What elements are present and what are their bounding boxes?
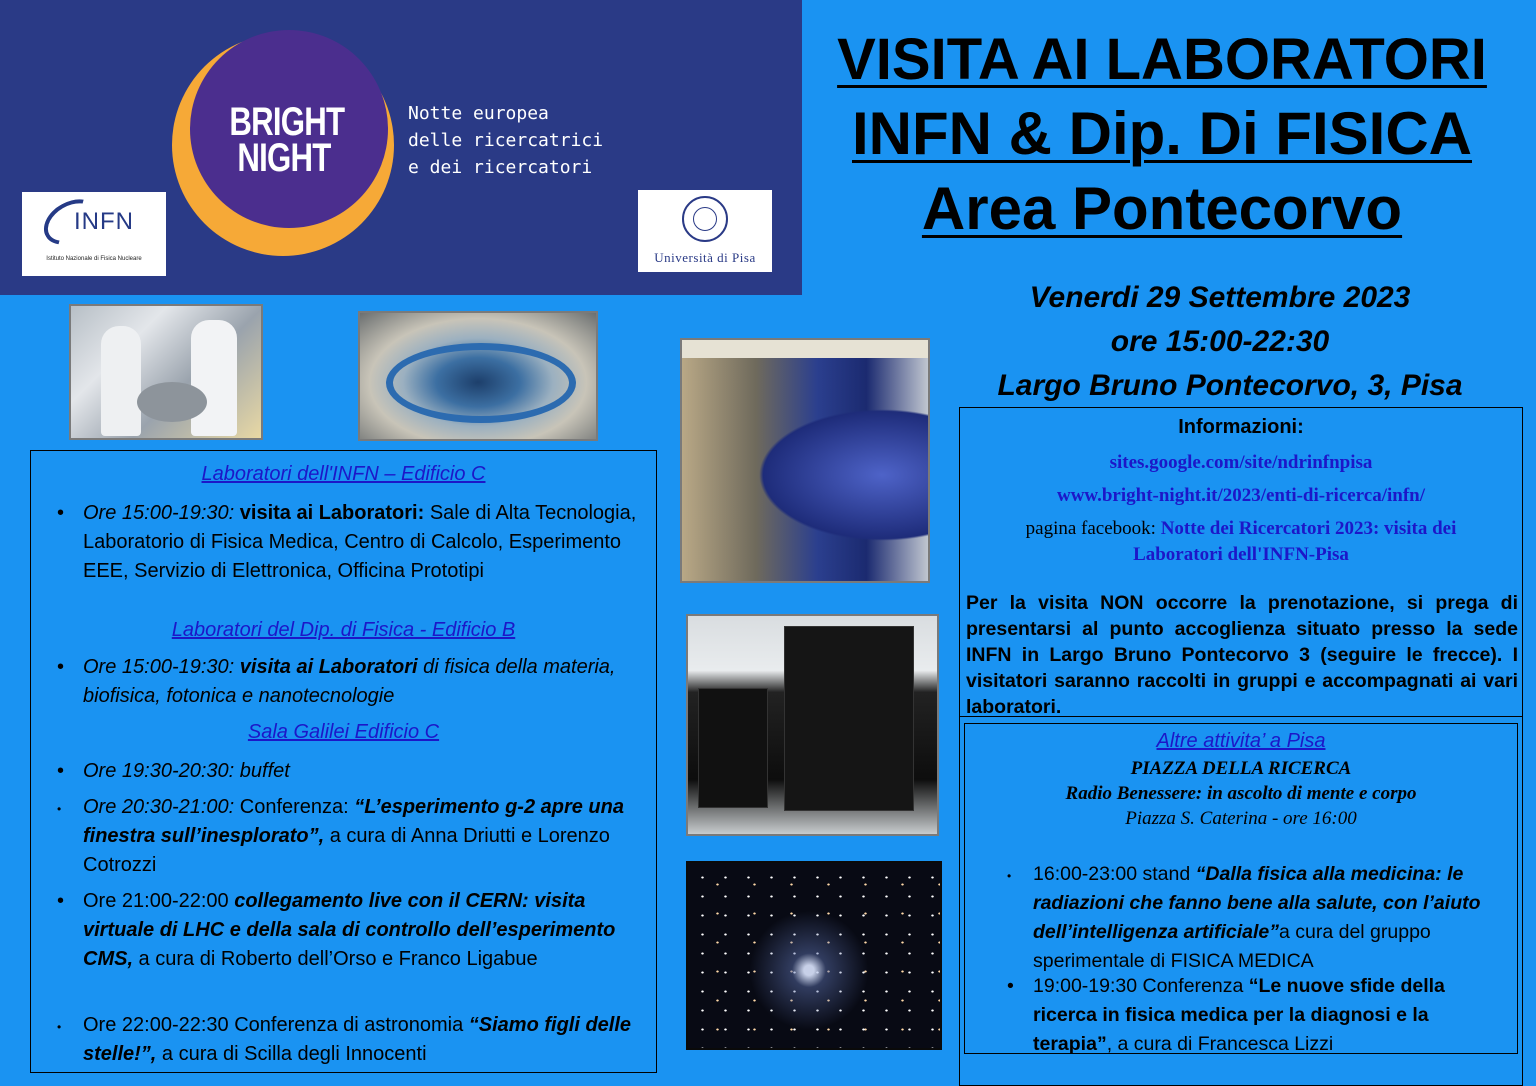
other-activities-panel — [964, 723, 1518, 1054]
place-time: Piazza S. Caterina - ore 16:00 — [1125, 808, 1357, 829]
list-item: • Ore 21:00-22:00 collegamento live con il CERN: visita virtuale di LHC e della sala di controllo dell’esperimento CMS, a cura di Roberto dell’Orso e Franco Ligabue — [57, 890, 616, 970]
section-infn-labs[interactable]: Laboratori dell'INFN – Edificio C — [201, 463, 486, 485]
title-line2: INFN & Dip. Di FISICA — [852, 100, 1472, 167]
magnet-tube — [742, 400, 930, 550]
unipi-logo — [638, 190, 772, 272]
event-date: Venerdi 29 Settembre 2023 — [1029, 281, 1411, 314]
header-banner — [0, 0, 802, 295]
facebook-line: pagina facebook: Notte dei Ricercatori 2023: visita dei Laboratori dell'INFN-Pisa — [1025, 518, 1457, 565]
infn-logo-text: INFN — [74, 208, 134, 235]
other-activities-heading[interactable]: Altre attivita’ a Pisa — [1156, 730, 1326, 752]
link-ndr-site[interactable]: sites.google.com/site/ndrinfnpisa — [1109, 452, 1373, 473]
storage-ring — [386, 343, 576, 423]
unipi-seal-inner — [693, 207, 717, 231]
list-item: • Ore 15:00-19:30: visita ai Laboratori: Sale di Alta Tecnologia, Laboratorio di Fisica Medica, Centro di Calcolo, Esperimento EEE, Servizio di Elettronica, Officina Prototipi — [57, 502, 637, 582]
list-item: • 19:00-19:30 Conferenza “Le nuove sfide della ricerca in fisica medica per la diagnosi e la terapia”, a cura di Francesca Lizzi — [1007, 975, 1445, 1055]
technician-figure — [101, 326, 141, 436]
link-facebook-page[interactable]: Notte dei Ricercatori 2023: visita dei Laboratori dell'INFN-Pisa — [1133, 518, 1457, 565]
info-heading: Informazioni: — [1178, 416, 1304, 438]
list-item: • Ore 20:30-21:00: Conferenza: “L’esperimento g-2 apre una finestra sull’inesplorato”, a cura di Anna Driutti e Lorenzo Cotrozzi — [57, 796, 624, 876]
title-line1: VISITA AI LABORATORI — [837, 27, 1487, 92]
list-item: • Ore 19:30-20:30: buffet — [57, 760, 290, 782]
link-bright-night[interactable]: www.bright-night.it/2023/enti-di-ricerca/infn/ — [1056, 485, 1426, 506]
notice-text: Per la visita NON occorre la prenotazione, si prega di presentarsi al punto accoglienza situato presso la sede INFN in Largo Bruno Pontecorvo 3 (seguire le frecce). I visitatori saranno raccolti in gruppi e accompagnati ai vari laboratori. — [966, 592, 1518, 718]
unipi-name: Università di Pisa — [654, 250, 756, 265]
cleanroom-photo — [69, 304, 263, 440]
tunnel-lights — [682, 340, 930, 358]
bright-night-logo-text — [229, 100, 345, 180]
muon-g2-ring-photo — [358, 311, 598, 441]
infn-logo-subtitle: Istituto Nazionale di Fisica Nucleare — [46, 256, 142, 262]
info-panel — [959, 407, 1523, 717]
section-sala-galilei[interactable]: Sala Galilei Edificio C — [247, 721, 440, 743]
radio-title: Radio Benessere: in ascolto di mente e corpo — [1065, 783, 1417, 804]
list-item: • Ore 22:00-22:30 Conferenza di astronomia “Siamo figli delle stelle!”, a cura di Scilla degli Innocenti — [57, 1014, 632, 1065]
infn-logo — [22, 192, 166, 276]
server-rack — [698, 688, 768, 808]
lhc-tunnel-photo — [680, 338, 930, 583]
event-time: ore 15:00-22:30 — [1110, 325, 1330, 358]
star-cluster-photo — [686, 861, 942, 1050]
logo-line1: BRIGHT — [229, 100, 345, 144]
tagline: Notte europea delle ricercatrici e dei ricercatori — [408, 103, 604, 178]
list-item: • 16:00-23:00 stand “Dalla fisica alla medicina: le radiazioni che fanno bene alla salute, con l’aiuto dell’intelligenza artificiale”a cura del gruppo sperimentale di FISICA MEDICA — [1007, 863, 1481, 972]
section-physics-labs[interactable]: Laboratori del Dip. di Fisica - Edificio B — [171, 619, 516, 641]
server-room-photo — [686, 614, 939, 836]
logo-line2: NIGHT — [237, 136, 331, 180]
program-panel — [30, 450, 657, 1073]
list-item: • Ore 15:00-19:30: visita ai Laboratori di fisica della materia, biofisica, fotonica e nanotecnologie — [57, 656, 616, 707]
technician-figure — [191, 320, 237, 436]
title-line3: Area Pontecorvo — [921, 175, 1403, 242]
event-address: Largo Bruno Pontecorvo, 3, Pisa — [997, 369, 1463, 402]
vessel — [137, 382, 207, 422]
piazza-title: PIAZZA DELLA RICERCA — [1130, 758, 1352, 779]
unipi-seal-icon — [682, 196, 728, 242]
server-rack — [784, 626, 914, 811]
